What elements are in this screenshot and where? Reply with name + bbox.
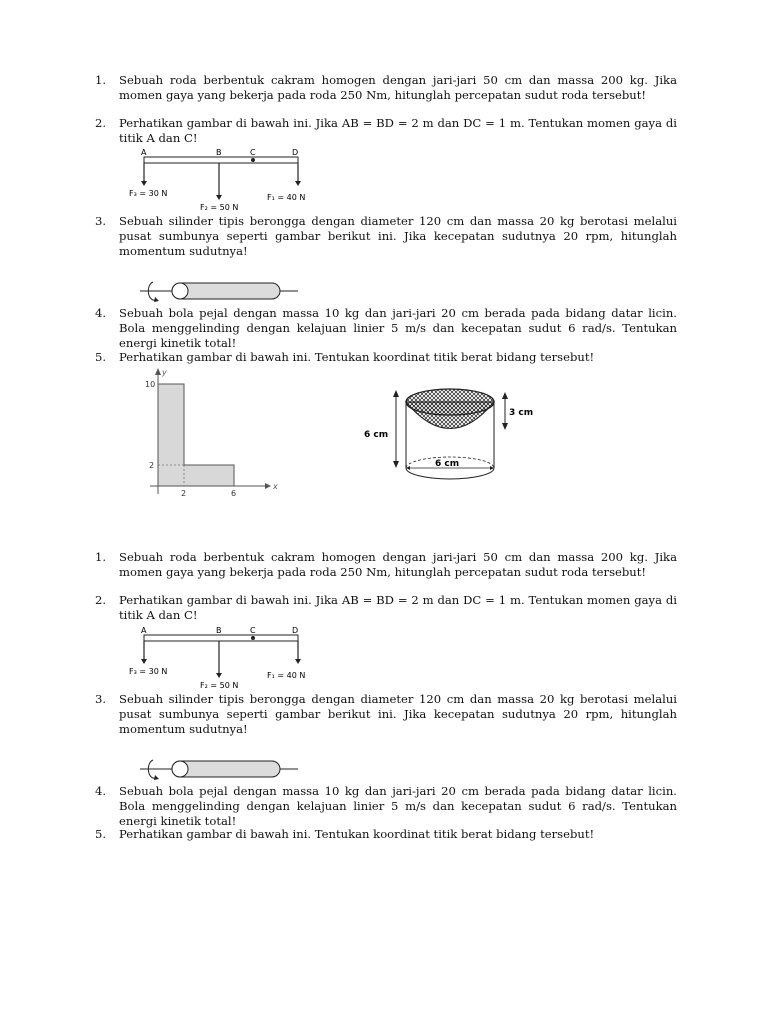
problem-4-copy [95,784,677,829]
problem-text: Sebuah silinder tipis berongga dengan diameter 120 cm dan massa 20 kg berotasi melalui pusat sumbunya seperti gambar berikut ini. Jika kecepatan sudutnya 20 rpm, hitunglah momentum sudutnya! [119,692,677,736]
x-tick-label: 6 [231,489,237,498]
arrowhead [295,181,301,186]
cone-height-label: 3 cm [509,408,534,418]
x-tick-label: 2 [181,489,187,498]
problem-1-copy [95,550,677,580]
force-label-f1: F₁ = 40 N [267,193,306,202]
arrowhead [265,483,271,489]
arrowhead [502,423,508,430]
hollow-cylinder-figure-copy [140,756,305,782]
arrowhead [216,673,222,678]
bottom-ellipse-front [406,468,494,479]
arrowhead [155,368,161,375]
problem-3-copy [95,692,677,737]
arrowhead [216,195,222,200]
problem-number: 4. [95,784,107,798]
y-axis-label: y [162,368,167,377]
point-label-d: D [292,626,299,635]
l-shaped-plane [158,384,234,486]
problem-text: Sebuah bola pejal dengan massa 10 kg dan jari-jari 20 cm berada pada bidang datar licin. Bola menggelinding dengan kelajuan linier 5 m/s dan kecepatan sudut 6 rad/s. Tentukan energi kinetik total! [119,306,677,350]
problem-text: Sebuah silinder tipis berongga dengan diameter 120 cm dan massa 20 kg berotasi melalui pusat sumbunya seperti gambar berikut ini. Jika kecepatan sudutnya 20 rpm, hitunglah momentum sudutnya! [119,214,677,258]
problem-3 [95,214,677,259]
point-label-c: C [250,626,256,635]
arrowhead [295,659,301,664]
problem-text: Perhatikan gambar di bawah ini. Jika AB = BD = 2 m dan DC = 1 m. Tentukan momen gaya di titik A dan C! [119,116,677,145]
point-label-a: A [141,626,147,635]
problem-number: 2. [95,116,107,130]
problem-number: 3. [95,214,107,228]
problem-number: 5. [95,350,107,364]
point-label-c: C [250,148,256,157]
arrowhead [154,775,159,780]
problem-2 [95,116,677,146]
problem-number: 2. [95,593,107,607]
beam-figure [120,145,320,213]
cylinder-end [172,761,188,777]
arrowhead [141,659,147,664]
point-label-d: D [292,148,299,157]
problem-number: 3. [95,692,107,706]
force-label-f3: F₃ = 30 N [129,667,168,676]
problem-text: Sebuah bola pejal dengan massa 10 kg dan jari-jari 20 cm berada pada bidang datar licin. Bola menggelinding dengan kelajuan linier 5 m/s dan kecepatan sudut 6 rad/s. Tentukan energi kinetik total! [119,784,677,828]
cylinder-cone-figure [360,380,540,488]
arrowhead [393,390,399,397]
problem-number: 5. [95,827,107,841]
force-label-f3: F₃ = 30 N [129,189,168,198]
problem-text: Perhatikan gambar di bawah ini. Tentukan koordinat titik berat bidang tersebut! [119,827,595,841]
problem-5-copy [95,827,677,842]
point-label-a: A [141,148,147,157]
problem-5 [95,350,677,365]
arrowhead [393,461,399,468]
beam [144,157,298,163]
cylinder-end [172,283,188,299]
problem-text: Sebuah roda berbentuk cakram homogen dengan jari-jari 50 cm dan massa 200 kg. Jika momen gaya yang bekerja pada roda 250 Nm, hitunglah percepatan sudut roda tersebut! [119,550,677,579]
problem-text: Perhatikan gambar di bawah ini. Tentukan koordinat titik berat bidang tersebut! [119,350,595,364]
height-label: 6 cm [364,430,389,440]
problem-4 [95,306,677,351]
diameter-label: 6 cm [435,459,460,469]
problem-number: 1. [95,550,107,564]
point-label-b: B [216,148,222,157]
problem-number: 4. [95,306,107,320]
hollow-cylinder-figure [140,278,305,304]
arrowhead [154,297,159,302]
pivot-point-c [251,636,255,640]
y-tick-label: 10 [145,380,156,389]
top-ellipse [406,389,494,415]
problem-number: 1. [95,73,107,87]
l-shape-figure [140,366,280,500]
problem-text: Perhatikan gambar di bawah ini. Jika AB = BD = 2 m dan DC = 1 m. Tentukan momen gaya di titik A dan C! [119,593,677,622]
x-axis-label: x [273,482,278,491]
beam-figure-copy [120,623,320,691]
pivot-point-c [251,158,255,162]
arrowhead [141,181,147,186]
point-label-b: B [216,626,222,635]
problem-text: Sebuah roda berbentuk cakram homogen dengan jari-jari 50 cm dan massa 200 kg. Jika momen gaya yang bekerja pada roda 250 Nm, hitunglah percepatan sudut roda tersebut! [119,73,677,102]
force-label-f2: F₂ = 50 N [200,681,239,690]
beam [144,635,298,641]
arrowhead [502,392,508,399]
force-label-f2: F₂ = 50 N [200,203,239,212]
force-label-f1: F₁ = 40 N [267,671,306,680]
problem-2-copy [95,593,677,623]
problem-1 [95,73,677,103]
y-tick-label: 2 [149,461,155,470]
